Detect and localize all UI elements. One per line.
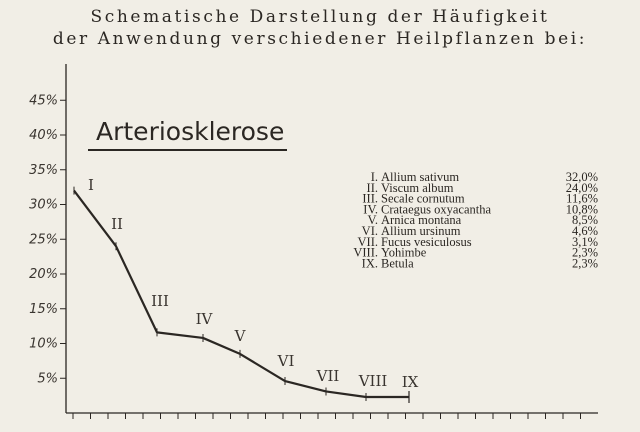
- legend-value: 10,8%: [565, 202, 598, 217]
- title-line-1: Schematische Darstellung der Häufigkeit: [90, 7, 550, 27]
- legend-number: VIII.: [353, 245, 378, 260]
- legend-name: Betula: [381, 256, 414, 271]
- legend-value: 32,0%: [565, 170, 598, 184]
- legend-number: IX.: [361, 256, 378, 271]
- y-tick-label: 45%: [29, 93, 58, 109]
- point-label: VI: [277, 352, 295, 370]
- legend-number: III.: [362, 191, 378, 206]
- legend-value: 4,6%: [571, 224, 598, 238]
- y-tick-label: 25%: [29, 232, 58, 248]
- y-tick-label: 5%: [37, 371, 58, 387]
- legend-name: Viscum album: [381, 180, 454, 195]
- title-line-2: der Anwendung verschiedener Heilpflanzen bei:: [52, 29, 588, 49]
- point-label: II: [111, 215, 123, 233]
- series-line: [74, 191, 409, 397]
- legend-value: 24,0%: [565, 180, 598, 195]
- point-label: VIII: [358, 372, 388, 390]
- y-tick-label: 15%: [29, 301, 58, 317]
- legend-number: VII.: [357, 234, 378, 249]
- legend-value: 8,5%: [571, 213, 598, 228]
- point-label: VII: [316, 367, 340, 385]
- legend-value: 3,1%: [571, 234, 598, 249]
- y-tick-label: 10%: [29, 336, 58, 352]
- legend-value: 2,3%: [571, 245, 598, 260]
- legend-number: VI.: [361, 224, 378, 238]
- y-tick-label: 30%: [29, 197, 58, 213]
- legend-number: II.: [366, 180, 378, 195]
- legend-name: Fucus vesiculosus: [381, 234, 472, 249]
- legend-name: Crataegus oxyacantha: [381, 202, 492, 217]
- legend-value: 11,6%: [566, 191, 598, 206]
- point-label: IV: [195, 310, 213, 328]
- chart-title: Arteriosklerose: [96, 117, 285, 146]
- point-label: I: [88, 176, 94, 194]
- y-tick-label: 20%: [29, 267, 58, 282]
- legend-name: Allium sativum: [381, 170, 460, 184]
- legend-name: Allium ursinum: [381, 224, 461, 238]
- legend-value: 2,3%: [571, 256, 598, 271]
- point-label: V: [234, 327, 246, 345]
- legend-number: IV.: [363, 202, 378, 217]
- legend-number: V.: [367, 213, 378, 228]
- legend-name: Secale cornutum: [381, 191, 465, 206]
- y-tick-label: 40%: [29, 128, 58, 143]
- point-label: III: [151, 292, 169, 310]
- legend-name: Arnica montana: [381, 213, 462, 228]
- legend-number: I.: [370, 170, 378, 184]
- y-tick-label: 35%: [29, 162, 58, 178]
- point-label: IX: [401, 373, 419, 391]
- legend-name: Yohimbe: [381, 245, 427, 260]
